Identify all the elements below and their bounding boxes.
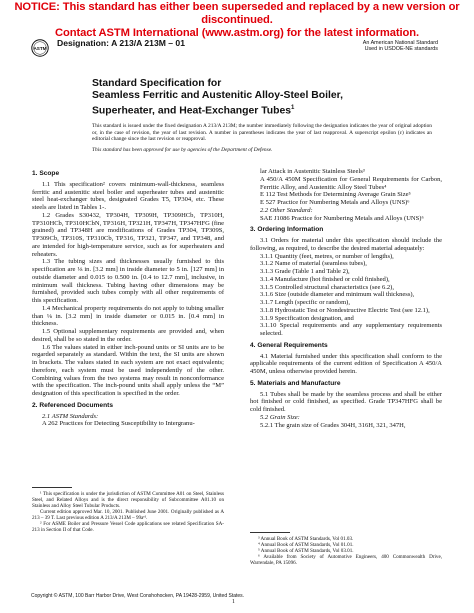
footnote-rule-left <box>32 487 72 488</box>
section-2-heading: 2. Referenced Documents <box>32 401 113 409</box>
para-2-1: 2.1 ASTM Standards: <box>42 412 99 420</box>
footnote-1b: Current edition approved Mar. 10, 2001. Published June 2001. Originally published as A 213 – 39 T. Last previous edition A 213/A 213M – 99aᵉ¹. <box>32 509 224 522</box>
national-standard-line-2: Used in USDOE-NE standards <box>364 46 438 53</box>
footnote-6: ⁶ Available from Society of Automotive Engineers, 400 Commonwealth Drive, Warrendale, PA 15096. <box>250 554 442 567</box>
page-number: 1 <box>232 599 235 605</box>
dod-approval-note: This standard has been approved for use by agencies of the Department of Defense. <box>92 147 273 153</box>
copyright-footer: Copyright © ASTM, 100 Barr Harbor Drive, West Conshohocken, PA 19428-2959, United States. <box>31 593 245 599</box>
ordering-item: 3.1.4 Manufacture (hot finished or cold finished), <box>260 275 390 283</box>
ordering-item: 3.1.5 Controlled structural characteristics (see 6.2), <box>260 283 394 291</box>
footnotes-left <box>32 491 224 533</box>
para-3-1: 3.1 Orders for material under this specification should include the following, as required, to describe the desired material adequately: <box>250 237 442 252</box>
para-1-3: 1.3 The tubing sizes and thicknesses usually furnished to this specification are ⅛ in. [3.2 mm] in inside diameter to 5 in. [127 mm] in outside diameter and 0.015 to 0.500 in. [0.4 to 12.7 mm], inclusive, in minimum wall thickness. Tubing having other dimensions may be furnished, provided such tubes comply with all other requirements of this specification. <box>32 258 224 304</box>
para-1-4: 1.4 Mechanical property requirements do not apply to tubing smaller than ⅛ in. [3.2 mm] in inside diameter or 0.015 in. [0.4 mm] in thickness. <box>32 304 224 328</box>
footnote-3: ³ Annual Book of ASTM Standards, Vol 01.03. <box>258 536 354 542</box>
para-5-2-1: 5.2.1 The grain size of Grades 304H, 316H, 321, 347H, <box>260 421 406 429</box>
svg-text:ASTM: ASTM <box>33 45 47 51</box>
ordering-item: 3.1.8 Hydrostatic Test or Nondestructive Electric Test (see 12.1), <box>260 306 430 314</box>
section-5-heading: 5. Materials and Manufacture <box>250 379 341 387</box>
section-4-heading: 4. General Requirements <box>250 341 328 349</box>
ref-sae-j1086: SAE J1086 Practice for Numbering Metals and Alloys (UNS)⁶ <box>260 214 424 222</box>
national-standard-note <box>363 40 438 53</box>
para-1-1: 1.1 This specification² covers minimum-wall-thickness, seamless ferritic and austenitic steel boiler and superheater tubes and austenitic steel heat-exchanger tubes, designated Grades T5, TP304, etc. These steels are listed in Tables 1-. <box>32 180 224 211</box>
supersession-notice <box>0 1 474 40</box>
ordering-item: 3.1.3 Grade (Table 1 and Table 2), <box>260 268 350 275</box>
notice-line-2: Contact ASTM International (www.astm.org) for the latest information. <box>55 27 419 39</box>
para-1-6: 1.6 The values stated in either inch-pound units or SI units are to be regarded separately as standard. Within the text, the SI units are shown in brackets. The values stated in each system are not exact equivalents; therefore, each system must be used independently of the other. Combining values from the two systems may result in nonconformance with the specification. The inch-pound units shall apply unless the “M” designation of this specification is specified in the order. <box>32 343 224 397</box>
ordering-item: 3.1.10 Special requirements and any supplementary requirements selected. <box>260 322 442 337</box>
issuance-note: This standard is issued under the fixed designation A 213/A 213M; the number immediately following the designation indicates the year of original adoption or, in the case of revision, the year of last revision. A number in parentheses indicates the year of last reapproval. A superscript epsilon (ε) indicates an editorial change since the last revision or reapproval. <box>92 123 432 143</box>
para-1-2: 1.2 Grades S30432, TP304H, TP309H, TP309HCb, TP310H, TP310HCb, TP310HCbN, TP316H, TP321H, TP347H, TP347HFG (fine grained) and TP348H are modifications of Grades TP304, TP309S, TP309Cb, TP310S, TP310Cb, TP316, TP321, TP347, and TP348, and are intended for high-temperature service, such as for superheaters and reheaters. <box>32 211 224 258</box>
footnote-5: ⁵ Annual Book of ASTM Standards, Vol 03.01. <box>258 548 354 555</box>
footnote-2: ² For ASME Boiler and Pressure Vessel Code applications see related Specification SA-213 in Section II of that Code. <box>32 521 224 534</box>
right-column <box>250 168 442 429</box>
title-line-2: Seamless Ferritic and Austenitic Alloy-Steel Boiler, <box>92 90 343 101</box>
ref-e527: E 527 Practice for Numbering Metals and Alloys (UNS)⁶ <box>260 199 410 206</box>
document-title <box>92 78 422 117</box>
para-4-1: 4.1 Material furnished under this specification shall conform to the applicable requirements of the current edition of Specification A 450/A 450M, unless otherwise provided herein. <box>250 352 442 375</box>
para-5-1: 5.1 Tubes shall be made by the seamless process and shall be either hot finished or cold finished, as specified. Grade TP347HFG shall be cold finished. <box>250 390 442 413</box>
astm-logo-icon <box>31 39 49 57</box>
footnote-rule-right <box>250 532 290 533</box>
designation: Designation: A 213/A 213M – 01 <box>57 38 185 48</box>
footnote-1: ¹ This specification is under the jurisdiction of ASTM Committee A01 on Steel, Stainless Steel, and Related Alloys and is the direct responsibility of Subcommittee A01.10 on Stainless and Alloy Steel Tubular Products. <box>32 491 224 510</box>
title-line-3: Superheater, and Heat-Exchanger Tubes <box>92 105 292 117</box>
footnote-4: ⁴ Annual Book of ASTM Standards, Vol 01.01. <box>258 542 354 549</box>
ordering-item: 3.1.6 Size (outside diameter and minimum wall thickness), <box>260 291 415 299</box>
ordering-item: 3.1.2 Name of material (seamless tubes), <box>260 260 367 268</box>
national-standard-line-1: An American National Standard <box>362 40 438 46</box>
ordering-item: 3.1.7 Length (specific or random), <box>260 299 350 306</box>
left-column <box>32 166 224 428</box>
para-1-5: 1.5 Optional supplementary requirements are provided and, when desired, shall be so stated in the order. <box>32 328 224 343</box>
ref-a450: A 450/A 450M Specification for General Requirements for Carbon, Ferritic Alloy, and Austenitic Alloy Steel Tubes⁴ <box>260 175 442 191</box>
notice-line-1: NOTICE: This standard has either been superseded and replaced by a new version or discontinued. <box>14 1 460 26</box>
ref-a262-continued: lar Attack in Austenitic Stainless Steels³ <box>260 168 365 175</box>
ordering-item: 3.1.1 Quantity (feet, metres, or number of lengths), <box>260 252 394 260</box>
title-line-1: Standard Specification for <box>92 78 222 89</box>
section-1-heading: 1. Scope <box>32 170 60 177</box>
ref-a262: A 262 Practices for Detecting Susceptibility to Intergranu- <box>42 420 195 428</box>
para-5-2: 5.2 Grain Size: <box>260 413 300 421</box>
footnotes-right <box>250 536 442 566</box>
title-footnote-mark: 1 <box>291 105 295 111</box>
para-2-2: 2.2 Other Standard: <box>260 206 313 214</box>
ordering-item: 3.1.9 Specification designation, and <box>260 314 354 322</box>
section-3-heading: 3. Ordering Information <box>250 226 324 234</box>
ref-e112: E 112 Test Methods for Determining Average Grain Size⁵ <box>260 191 411 199</box>
title-line-3-wrap <box>92 102 422 117</box>
